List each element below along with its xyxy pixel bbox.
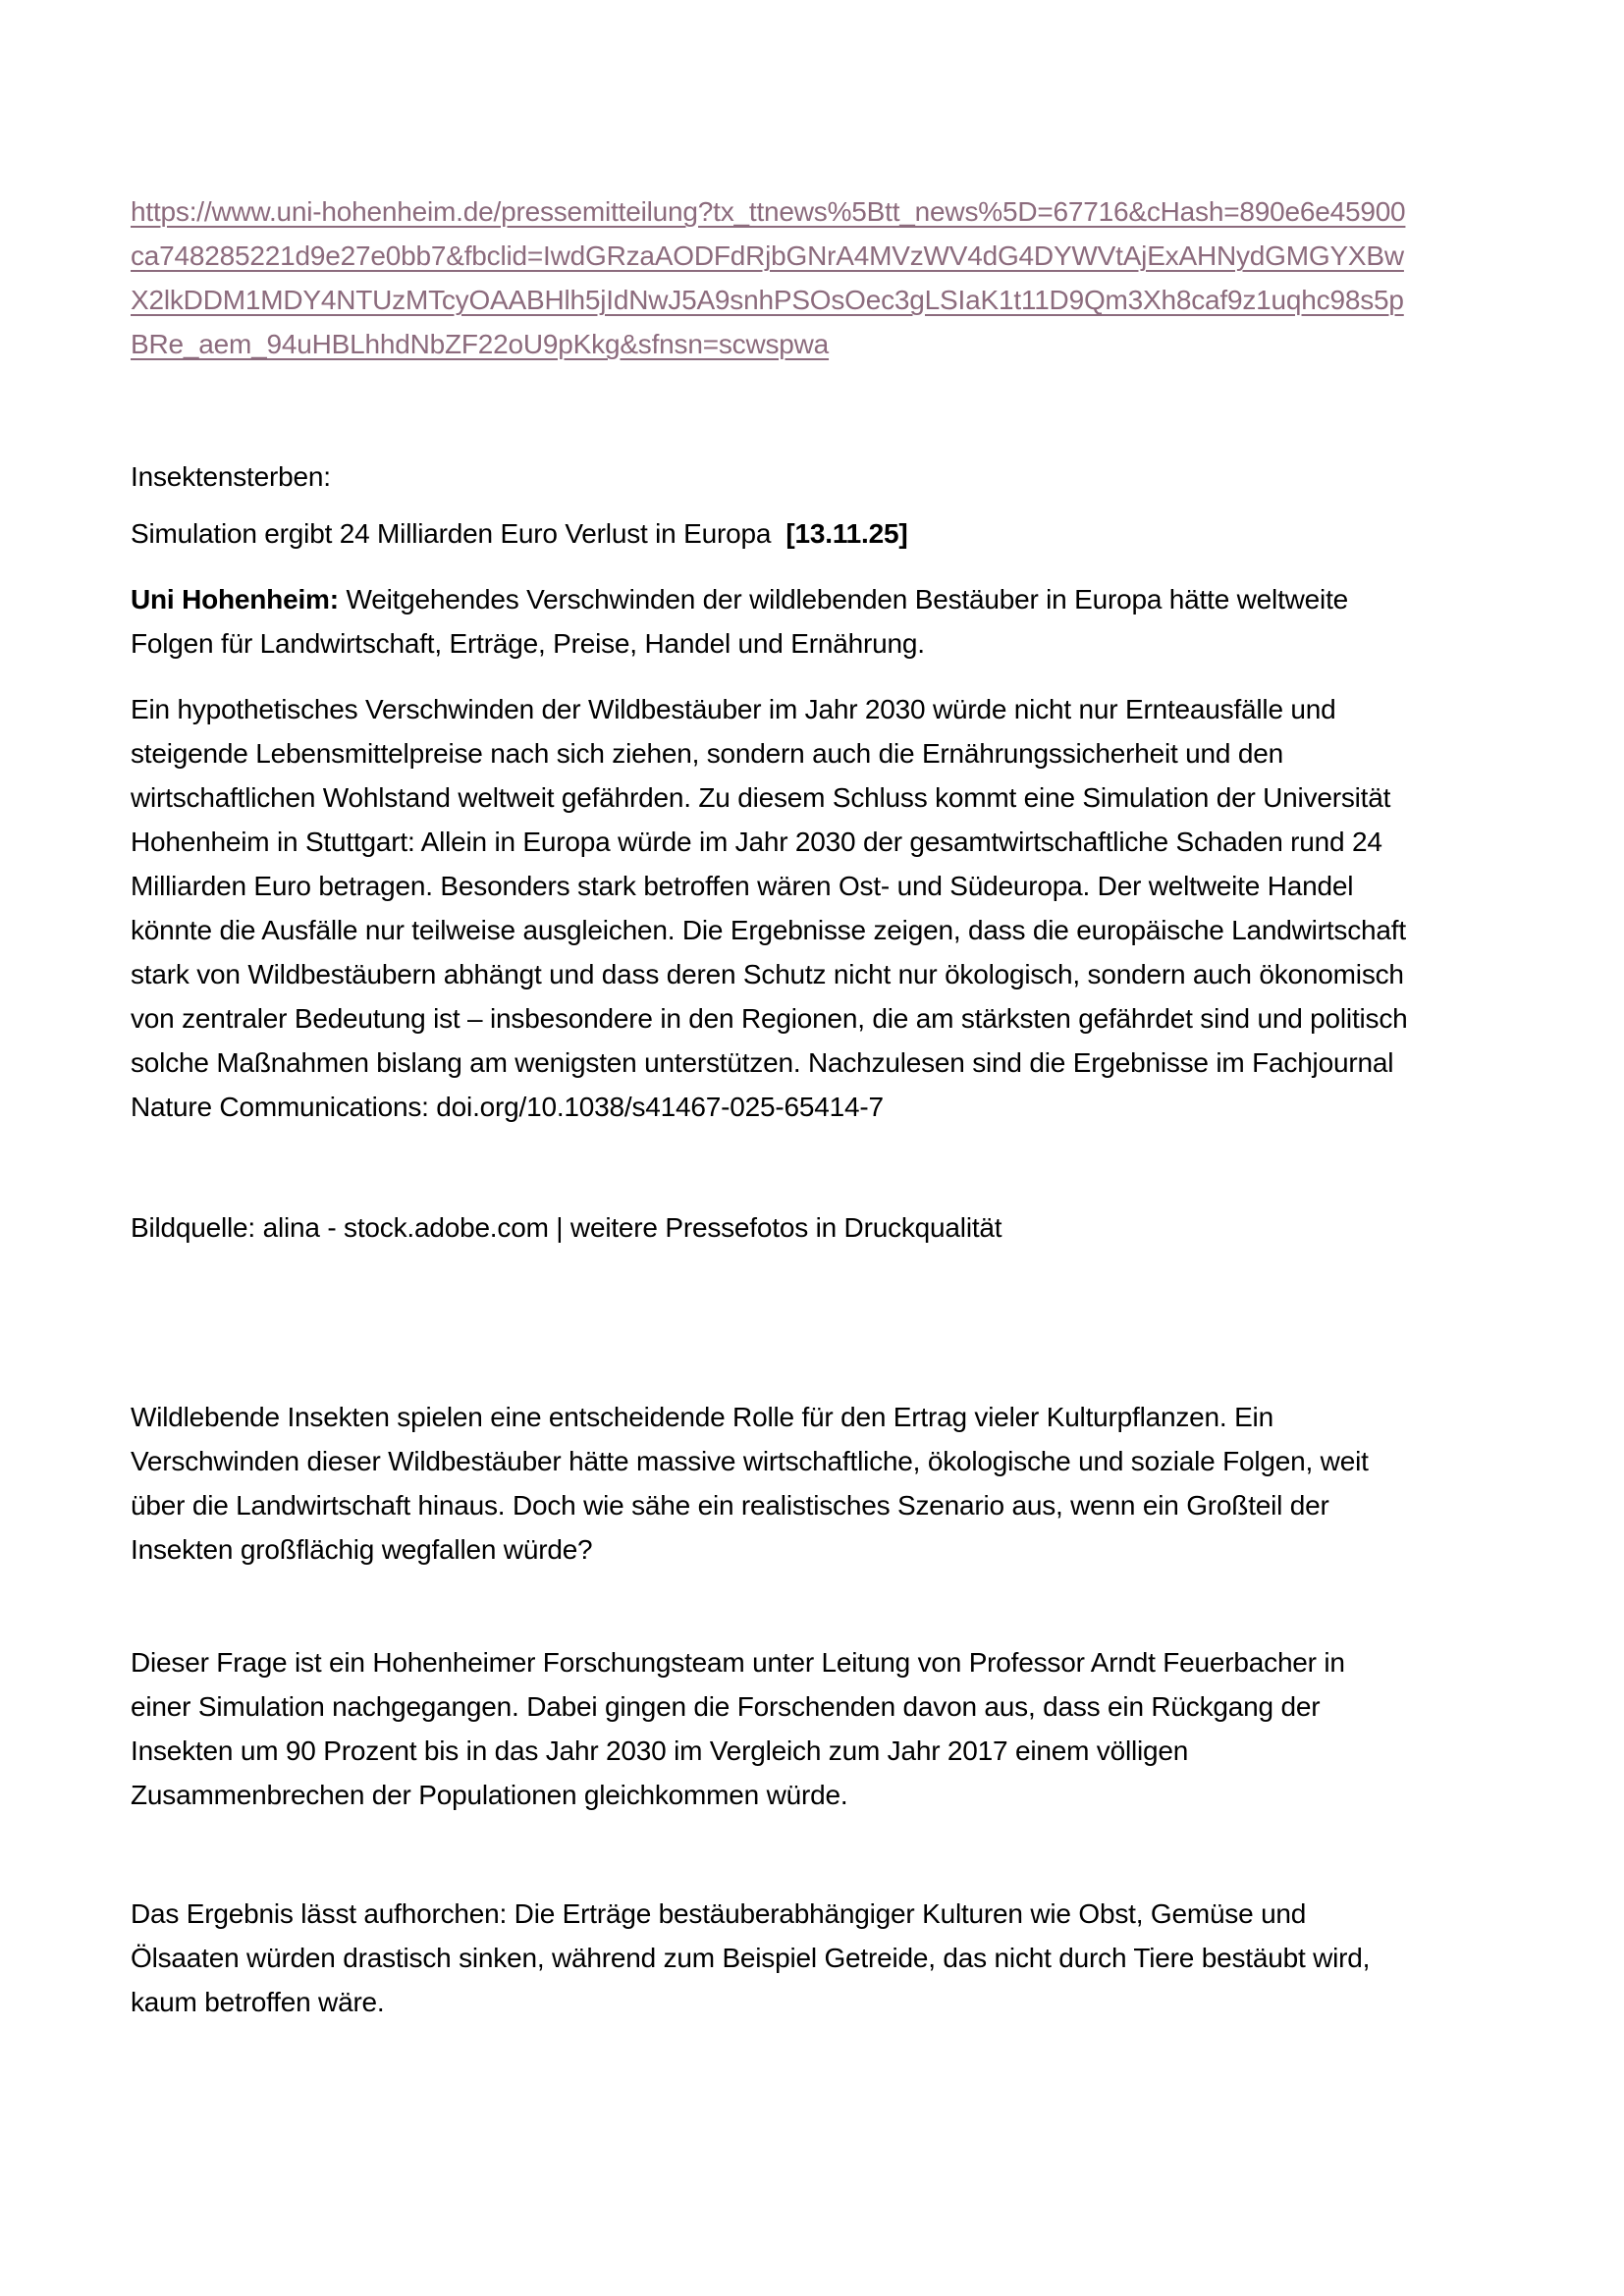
main-paragraph: Ein hypothetisches Verschwinden der Wildbestäuber im Jahr 2030 würde nicht nur Ernteausfälle und steigende Lebensmittelpreise nach sich ziehen, sondern auch die Ernährungssicherheit und den wirtschaftlichen Wohlstand weltweit gefährden. Zu diesem Schluss kommt eine Simulation der Universität Hohenheim in Stuttgart: Allein in Europa würde im Jahr 2030 der gesamtwirtschaftliche Schaden rund 24 Milliarden Euro betragen. Besonders stark betroffen wären Ost- und Südeuropa. Der weltweite Handel könnte die Ausfälle nur teilweise ausgleichen. Die Ergebnisse zeigen, dass die europäische Landwirtschaft stark von Wildbestäubern abhängt und dass deren Schutz nicht nur ökologisch, sondern auch ökonomisch von zentraler Bedeutung ist – insbesondere in den Regionen, die am stärksten gefährdet sind und politisch solche Maßnahmen bislang am wenigsten unterstützen. Nachzulesen sind die Ergebnisse im Fachjournal Nature Communications: doi.org/10.1038/s41467-025-65414-7: [131, 694, 1408, 1122]
press-release-link[interactable]: https://www.uni-hohenheim.de/pressemitteilung?tx_ttnews%5Btt_news%5D=67716&cHash=890e6e45900ca748285221d9e27e0bb7&fbclid=IwdGRzaAODFdRjbGNrA4MVzWV4dG4DYWVtAjExAHNydGMGYXBwX2lkDDM1MDY4NTUzMTcyOAABHlh5jIdNwJ5A9snhPSOsOec3gLSIaK1t11D9Qm3Xh8caf9z1uqhc98s5pBRe_aem_94uHBLhhdNbZF22oU9pKkg&sfnsn=scwspwa: [131, 196, 1406, 359]
article-title-line: [131, 511, 1410, 556]
article-date: [13.11.25]: [785, 518, 908, 549]
paragraph-result: Das Ergebnis lässt aufhorchen: Die Erträge bestäuberabhängiger Kulturen wie Obst, Gemüse und Ölsaaten würden drastisch sinken, während zum Beispiel Getreide, das nicht durch Tiere bestäubt wird, kaum betroffen wäre.: [131, 1898, 1371, 2017]
article-kicker: Insektensterben:: [131, 461, 331, 492]
image-credit: Bildquelle: alina - stock.adobe.com | weitere Pressefotos in Druckqualität: [131, 1212, 1002, 1243]
paragraph-research-team: Dieser Frage ist ein Hohenheimer Forschungsteam unter Leitung von Professor Arndt Feuerbacher in einer Simulation nachgegangen. Dabei gingen die Forschenden davon aus, dass ein Rückgang der Insekten um 90 Prozent bis in das Jahr 2030 im Vergleich zum Jahr 2017 einem völligen Zusammenbrechen der Populationen gleichkommen würde.: [131, 1647, 1345, 1810]
lead-label: Uni Hohenheim:: [131, 584, 339, 614]
lead-text: Weitgehendes Verschwinden der wildlebenden Bestäuber in Europa hätte weltweite Folgen für Landwirtschaft, Erträge, Preise, Handel und Ernährung.: [131, 584, 1349, 659]
lead-paragraph: [131, 577, 1410, 666]
paragraph-insects-role: Wildlebende Insekten spielen eine entscheidende Rolle für den Ertrag vieler Kulturpflanzen. Ein Verschwinden dieser Wildbestäuber hätte massive wirtschaftliche, ökologische und soziale Folgen, weit über die Landwirtschaft hinaus. Doch wie sähe ein realistisches Szenario aus, wenn ein Großteil der Insekten großflächig wegfallen würde?: [131, 1402, 1369, 1565]
article-title: Simulation ergibt 24 Milliarden Euro Verlust in Europa: [131, 518, 772, 549]
